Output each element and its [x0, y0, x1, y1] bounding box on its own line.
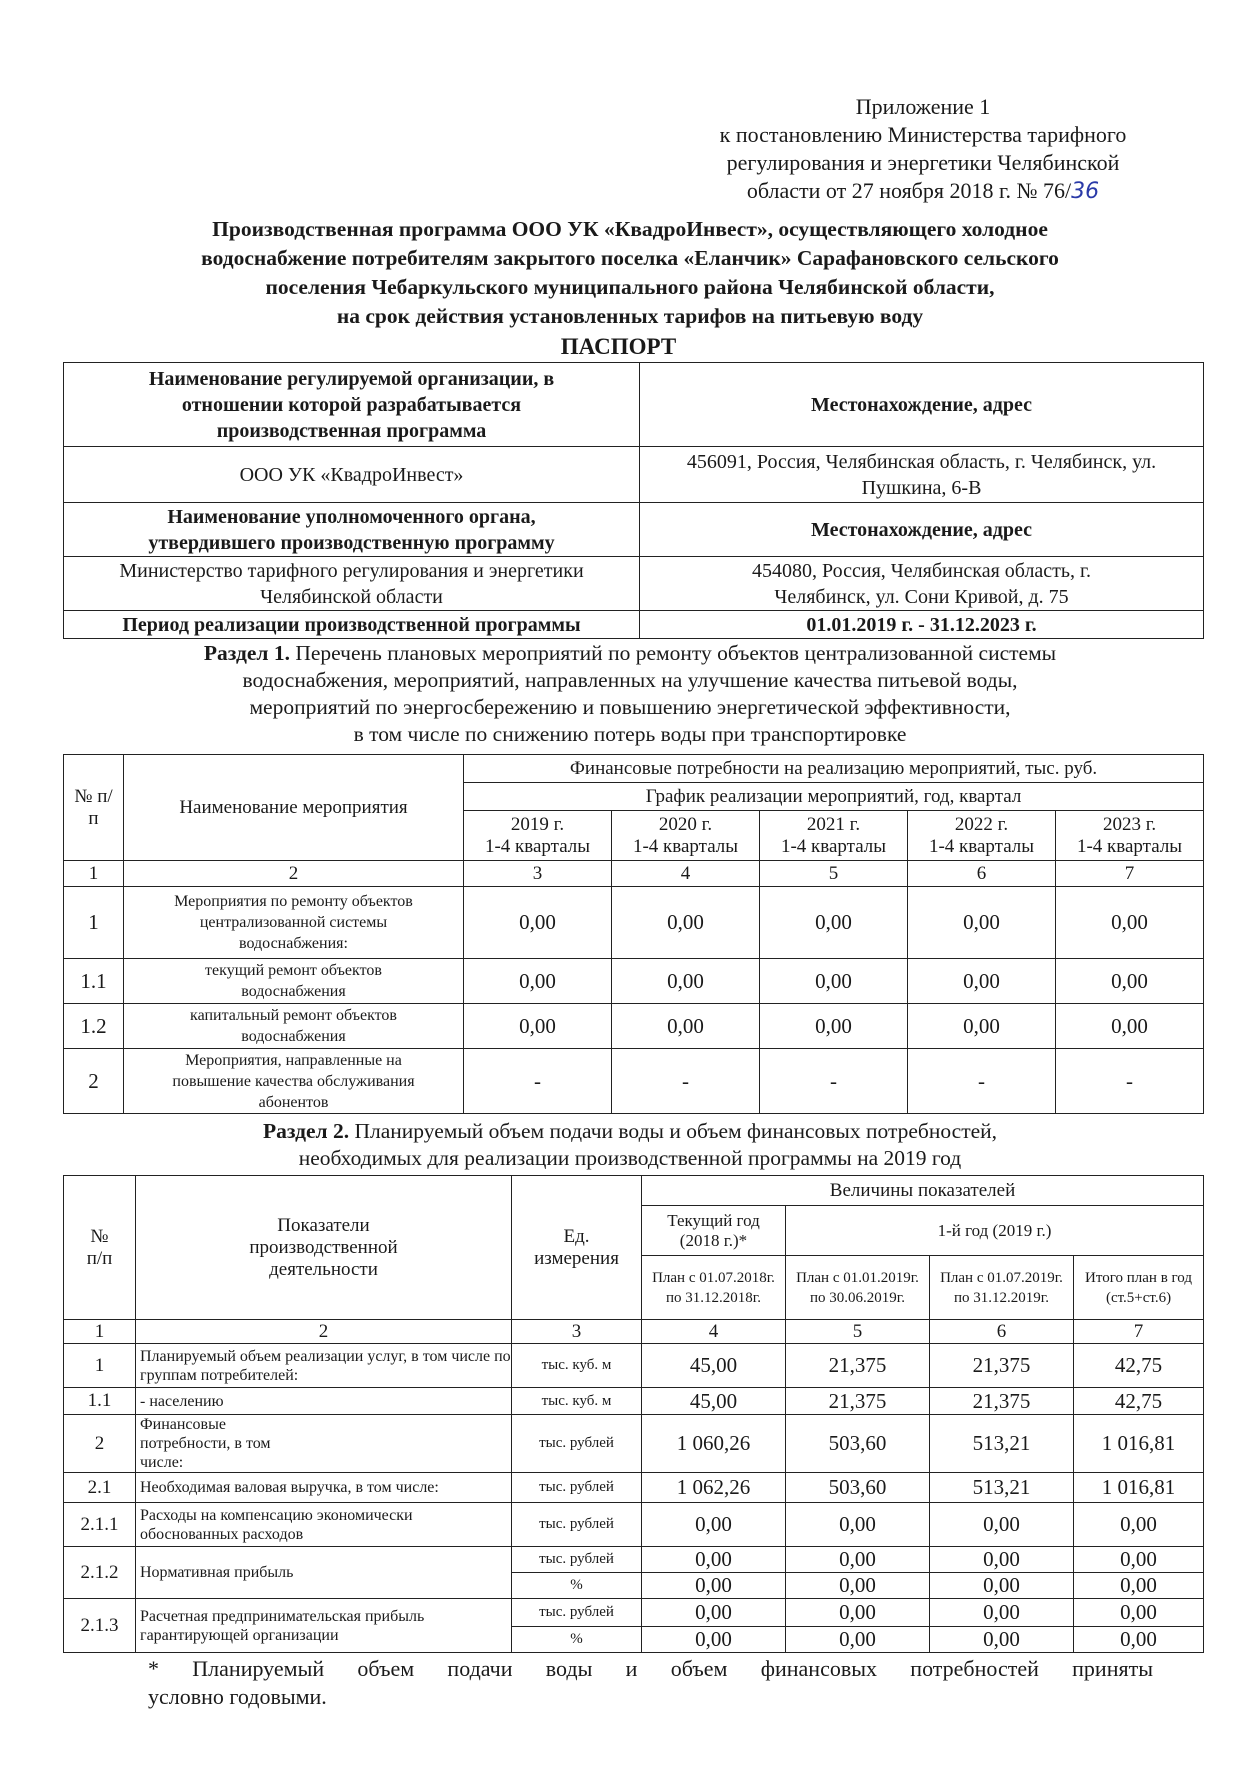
col-number: 4 — [642, 1320, 786, 1344]
section-title-text: Перечень плановых мероприятий по ремонту объектов централизованной системы — [295, 641, 1057, 665]
col-number: 3 — [464, 861, 612, 887]
row-value: 45,00 — [642, 1388, 786, 1415]
row-value: 0,00 — [1074, 1627, 1204, 1653]
header-unit: Ед. измерения — [512, 1176, 642, 1320]
passport-row — [64, 557, 1204, 611]
row-value: - — [1056, 1049, 1204, 1114]
passport-cell: Наименование уполномоченного органа, утвердившего производственную программу — [64, 503, 640, 557]
row-value: 0,00 — [464, 1004, 612, 1049]
section-title-text: мероприятий по энергосбережению и повышению энергетической эффективности, — [249, 695, 1011, 719]
col-number: 5 — [760, 861, 908, 887]
row-value: 0,00 — [908, 1004, 1056, 1049]
row-unit: тыс. рублей — [512, 1503, 642, 1547]
appendix-line: Приложение 1 — [855, 94, 991, 119]
row-value: 0,00 — [908, 959, 1056, 1004]
appendix-header — [688, 93, 1158, 206]
header-year: 2019 г. 1-4 кварталы — [464, 811, 612, 861]
row-value: 0,00 — [786, 1547, 930, 1573]
row-value: 0,00 — [908, 887, 1056, 959]
row-value: 21,375 — [786, 1388, 930, 1415]
row-value: 1 062,26 — [642, 1473, 786, 1503]
table-row — [64, 1599, 1204, 1627]
row-value: - — [908, 1049, 1056, 1114]
row-name: Мероприятия по ремонту объектов централизованной системы водоснабжения: — [124, 887, 464, 959]
row-value: 513,21 — [930, 1473, 1074, 1503]
header-plan: Итого план в год (ст.5+ст.6) — [1074, 1256, 1204, 1320]
header-num: № п/п — [64, 1176, 136, 1320]
passport-row — [64, 447, 1204, 503]
row-value: 0,00 — [1074, 1547, 1204, 1573]
footnote: * Планируемый объем подачи воды и объем финансовых потребностей приняты — [148, 1656, 1153, 1681]
row-unit: % — [512, 1627, 642, 1653]
passport-row — [64, 503, 1204, 557]
table-row — [64, 887, 1204, 959]
row-name: текущий ремонт объектов водоснабжения — [124, 959, 464, 1004]
section-title-text: водоснабжения, мероприятий, направленных на улучшение качества питьевой воды, — [242, 668, 1018, 692]
footnote-continuation: условно годовыми. — [148, 1684, 327, 1709]
row-value: 0,00 — [612, 887, 760, 959]
appendix-line: к постановлению Министерства тарифного — [719, 122, 1127, 147]
row-value: 0,00 — [786, 1503, 930, 1547]
row-value: 0,00 — [612, 1004, 760, 1049]
section1-title — [130, 640, 1130, 748]
passport-table — [63, 362, 1204, 639]
row-name: - населению — [136, 1388, 512, 1415]
col-number: 7 — [1056, 861, 1204, 887]
header-first-year: 1-й год (2019 г.) — [786, 1206, 1204, 1256]
row-num: 1 — [64, 1344, 136, 1388]
row-value: 0,00 — [930, 1627, 1074, 1653]
row-value: 21,375 — [786, 1344, 930, 1388]
col-number: 6 — [930, 1320, 1074, 1344]
row-unit: тыс. куб. м — [512, 1388, 642, 1415]
row-unit: тыс. рублей — [512, 1473, 642, 1503]
row-value: 1 060,26 — [642, 1415, 786, 1473]
row-name: Расходы на компенсацию экономически обоснованных расходов — [136, 1503, 512, 1547]
row-value: 0,00 — [612, 959, 760, 1004]
row-num: 1.1 — [64, 1388, 136, 1415]
table-row — [64, 1344, 1204, 1388]
row-name: Необходимая валовая выручка, в том числе: — [136, 1473, 512, 1503]
row-value: 513,21 — [930, 1415, 1074, 1473]
row-value: - — [760, 1049, 908, 1114]
row-name: капитальный ремонт объектов водоснабжения — [124, 1004, 464, 1049]
header-finance: Финансовые потребности на реализацию мероприятий, тыс. руб. — [464, 755, 1204, 783]
row-value: 21,375 — [930, 1344, 1074, 1388]
header-year: 2023 г. 1-4 кварталы — [1056, 811, 1204, 861]
column-numbers-row — [64, 1320, 1204, 1344]
row-name: Нормативная прибыль — [136, 1547, 512, 1599]
passport-cell: Период реализации производственной программы — [64, 611, 640, 639]
passport-cell: Наименование регулируемой организации, в отношении которой разрабатывается производственная программа — [64, 363, 640, 447]
header-plan: План с 01.01.2019г. по 30.06.2019г. — [786, 1256, 930, 1320]
row-value: 0,00 — [642, 1503, 786, 1547]
row-num: 2.1.1 — [64, 1503, 136, 1547]
row-value: 0,00 — [930, 1573, 1074, 1599]
passport-row — [64, 611, 1204, 639]
section-label: Раздел 2. — [262, 1119, 350, 1143]
table-row — [64, 1388, 1204, 1415]
row-value: 42,75 — [1074, 1388, 1204, 1415]
section-title-text: Планируемый объем подачи воды и объем финансовых потребностей, — [354, 1119, 998, 1143]
table-row — [64, 1415, 1204, 1473]
row-num: 2.1.3 — [64, 1599, 136, 1653]
header-name: Наименование мероприятия — [124, 755, 464, 861]
row-value: 21,375 — [930, 1388, 1074, 1415]
row-unit: тыс. куб. м — [512, 1344, 642, 1388]
col-number: 1 — [64, 1320, 136, 1344]
row-value: 0,00 — [1074, 1599, 1204, 1627]
row-num: 2 — [64, 1415, 136, 1473]
column-numbers-row — [64, 861, 1204, 887]
row-value: 0,00 — [930, 1547, 1074, 1573]
header-year: 2022 г. 1-4 кварталы — [908, 811, 1056, 861]
row-num: 2.1.2 — [64, 1547, 136, 1599]
col-number: 2 — [136, 1320, 512, 1344]
row-value: 0,00 — [1074, 1503, 1204, 1547]
row-unit: тыс. рублей — [512, 1547, 642, 1573]
table-row — [64, 1503, 1204, 1547]
row-name: Расчетная предпринимательская прибыль гарантирующей организации — [136, 1599, 512, 1653]
header-plan: План с 01.07.2019г. по 31.12.2019г. — [930, 1256, 1074, 1320]
table-row — [64, 1049, 1204, 1114]
passport-heading: ПАСПОРТ — [560, 334, 677, 359]
row-value: 0,00 — [760, 1004, 908, 1049]
col-number: 2 — [124, 861, 464, 887]
row-num: 1.1 — [64, 959, 124, 1004]
row-value: 0,00 — [1056, 959, 1204, 1004]
row-value: 0,00 — [464, 887, 612, 959]
passport-cell: Министерство тарифного регулирования и энергетики Челябинской области — [64, 557, 640, 611]
header-current-year: Текущий год (2018 г.)* — [642, 1206, 786, 1256]
row-value: 0,00 — [642, 1599, 786, 1627]
row-value: - — [612, 1049, 760, 1114]
row-num: 2 — [64, 1049, 124, 1114]
row-name: Финансовые потребности, в том числе: — [136, 1415, 512, 1473]
passport-cell: 454080, Россия, Челябинская область, г. Челябинск, ул. Сони Кривой, д. 75 — [640, 557, 1204, 611]
header-row — [64, 755, 1204, 783]
row-unit: тыс. рублей — [512, 1599, 642, 1627]
col-number: 5 — [786, 1320, 930, 1344]
appendix-line: регулирования и энергетики Челябинской — [726, 150, 1120, 175]
row-num: 1 — [64, 887, 124, 959]
document-title — [130, 215, 1130, 331]
row-value: 0,00 — [642, 1627, 786, 1653]
row-value: 1 016,81 — [1074, 1473, 1204, 1503]
row-value: 45,00 — [642, 1344, 786, 1388]
row-value: 1 016,81 — [1074, 1415, 1204, 1473]
row-value: 503,60 — [786, 1473, 930, 1503]
row-value: 0,00 — [1056, 1004, 1204, 1049]
title-line: на срок действия установленных тарифов на питьевую воду — [336, 304, 924, 328]
row-unit: тыс. рублей — [512, 1415, 642, 1473]
header-values-group: Величины показателей — [642, 1176, 1204, 1206]
row-value: 0,00 — [1074, 1573, 1204, 1599]
row-value: 0,00 — [642, 1573, 786, 1599]
section2-title — [130, 1118, 1130, 1172]
col-number: 4 — [612, 861, 760, 887]
row-num: 1.2 — [64, 1004, 124, 1049]
row-value: 0,00 — [760, 887, 908, 959]
row-value: 503,60 — [786, 1415, 930, 1473]
col-number: 6 — [908, 861, 1056, 887]
row-value: 0,00 — [1056, 887, 1204, 959]
table-row — [64, 1473, 1204, 1503]
row-name: Планируемый объем реализации услуг, в том числе по группам потребителей: — [136, 1344, 512, 1388]
header-schedule: График реализации мероприятий, год, квартал — [464, 783, 1204, 811]
table-row — [64, 1004, 1204, 1049]
header-plan: План с 01.07.2018г. по 31.12.2018г. — [642, 1256, 786, 1320]
table-row — [64, 959, 1204, 1004]
col-number: 3 — [512, 1320, 642, 1344]
header-num: № п/п — [64, 755, 124, 861]
header-row — [64, 1176, 1204, 1206]
passport-cell: Местонахождение, адрес — [640, 363, 1204, 447]
row-value: 0,00 — [786, 1599, 930, 1627]
title-line: поселения Чебаркульского муниципального района Челябинской области, — [265, 275, 995, 299]
col-number: 7 — [1074, 1320, 1204, 1344]
col-number: 1 — [64, 861, 124, 887]
passport-cell: 01.01.2019 г. - 31.12.2023 г. — [640, 611, 1204, 639]
header-year: 2020 г. 1-4 кварталы — [612, 811, 760, 861]
row-unit: % — [512, 1573, 642, 1599]
row-value: 0,00 — [786, 1627, 930, 1653]
table-row — [64, 1547, 1204, 1573]
row-value: 0,00 — [786, 1573, 930, 1599]
appendix-date: области от 27 ноября 2018 г. № 76/ — [746, 178, 1072, 203]
passport-row — [64, 363, 1204, 447]
title-line: Производственная программа ООО УК «КвадроИнвест», осуществляющего холодное — [212, 217, 1048, 241]
row-value: 0,00 — [930, 1503, 1074, 1547]
passport-cell: ООО УК «КвадроИнвест» — [64, 447, 640, 503]
appendix-line — [688, 177, 1158, 206]
row-value: 0,00 — [464, 959, 612, 1004]
section1-table — [63, 754, 1204, 1114]
handwritten-number: 36 — [1071, 179, 1100, 204]
row-name: Мероприятия, направленные на повышение качества обслуживания абонентов — [124, 1049, 464, 1114]
row-value: 0,00 — [760, 959, 908, 1004]
row-value: 42,75 — [1074, 1344, 1204, 1388]
title-line: водоснабжение потребителям закрытого поселка «Еланчик» Сарафановского сельского — [201, 246, 1059, 270]
row-num: 2.1 — [64, 1473, 136, 1503]
section-label: Раздел 1. — [203, 641, 290, 665]
section2-table — [63, 1175, 1204, 1653]
row-value: 0,00 — [642, 1547, 786, 1573]
section-title-text: в том числе по снижению потерь воды при транспортировке — [353, 722, 907, 746]
row-value: - — [464, 1049, 612, 1114]
passport-cell: 456091, Россия, Челябинская область, г. Челябинск, ул. Пушкина, 6-В — [640, 447, 1204, 503]
passport-cell: Местонахождение, адрес — [640, 503, 1204, 557]
header-indicator: Показатели производственной деятельности — [136, 1176, 512, 1320]
row-value: 0,00 — [930, 1599, 1074, 1627]
header-year: 2021 г. 1-4 кварталы — [760, 811, 908, 861]
section-title-text: необходимых для реализации производственной программы на 2019 год — [298, 1146, 962, 1170]
